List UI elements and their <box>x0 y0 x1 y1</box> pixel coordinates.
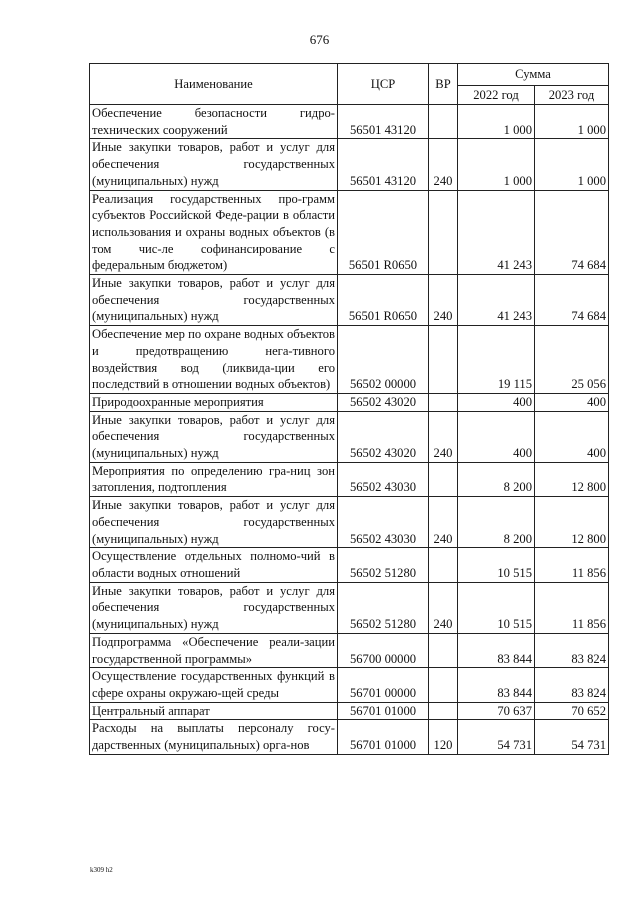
table-row <box>90 548 609 582</box>
row-sum-2022: 70 637 <box>458 702 535 720</box>
row-sum-2022: 41 243 <box>458 190 535 275</box>
budget-table <box>89 63 609 755</box>
row-sum-2022: 1 000 <box>458 105 535 139</box>
row-csr: 56501 R0650 <box>338 190 429 275</box>
row-vr <box>429 633 458 667</box>
footer-code: k309 h2 <box>90 866 113 874</box>
row-name: Реализация государственных про-грамм субъектов Российской Феде-рации в области использования и охраны водных объектов (в том чис-ле софинансирование с федеральным бюджетом) <box>90 190 338 275</box>
row-csr: 56502 43020 <box>338 411 429 462</box>
row-vr: 240 <box>429 582 458 633</box>
row-sum-2023: 54 731 <box>535 720 609 754</box>
row-vr <box>429 190 458 275</box>
row-vr: 240 <box>429 411 458 462</box>
table-row <box>90 720 609 754</box>
row-vr: 240 <box>429 275 458 326</box>
row-name: Природоохранные мероприятия <box>90 393 338 411</box>
row-vr: 240 <box>429 139 458 190</box>
row-sum-2023: 74 684 <box>535 190 609 275</box>
header-name: Наименование <box>90 64 338 105</box>
row-sum-2022: 83 844 <box>458 633 535 667</box>
table-row <box>90 462 609 496</box>
row-csr: 56701 00000 <box>338 668 429 702</box>
row-csr: 56502 43020 <box>338 393 429 411</box>
row-sum-2022: 1 000 <box>458 139 535 190</box>
row-name: Обеспечение мер по охране водных объектов и предотвращению нега-тивного воздействия вод (ликвида-ции его последствий в отношении водных объектов) <box>90 326 338 394</box>
row-csr: 56501 43120 <box>338 139 429 190</box>
header-csr: ЦСР <box>338 64 429 105</box>
page-number: 676 <box>309 32 330 47</box>
row-name: Иные закупки товаров, работ и услуг для обеспечения государственных (муниципальных) нужд <box>90 139 338 190</box>
row-sum-2023: 11 856 <box>535 548 609 582</box>
row-name: Центральный аппарат <box>90 702 338 720</box>
row-csr: 56502 51280 <box>338 548 429 582</box>
row-vr <box>429 393 458 411</box>
row-csr: 56501 43120 <box>338 105 429 139</box>
row-sum-2023: 83 824 <box>535 668 609 702</box>
row-name: Иные закупки товаров, работ и услуг для обеспечения государственных (муниципальных) нужд <box>90 275 338 326</box>
row-sum-2023: 1 000 <box>535 105 609 139</box>
row-sum-2023: 25 056 <box>535 326 609 394</box>
table-row <box>90 582 609 633</box>
row-sum-2023: 1 000 <box>535 139 609 190</box>
row-sum-2022: 83 844 <box>458 668 535 702</box>
row-csr: 56501 R0650 <box>338 275 429 326</box>
row-csr: 56701 01000 <box>338 720 429 754</box>
row-sum-2022: 8 200 <box>458 462 535 496</box>
table-row <box>90 393 609 411</box>
table-row <box>90 105 609 139</box>
header-vr: ВР <box>429 64 458 105</box>
row-sum-2023: 12 800 <box>535 462 609 496</box>
row-name: Обеспечение безопасности гидро-технических сооружений <box>90 105 338 139</box>
row-vr <box>429 462 458 496</box>
table-row <box>90 411 609 462</box>
row-sum-2023: 70 652 <box>535 702 609 720</box>
row-sum-2022: 400 <box>458 411 535 462</box>
row-sum-2023: 83 824 <box>535 633 609 667</box>
row-sum-2023: 400 <box>535 393 609 411</box>
row-vr: 240 <box>429 497 458 548</box>
row-name: Иные закупки товаров, работ и услуг для обеспечения государственных (муниципальных) нужд <box>90 411 338 462</box>
row-csr: 56502 43030 <box>338 462 429 496</box>
row-sum-2022: 10 515 <box>458 548 535 582</box>
row-sum-2022: 10 515 <box>458 582 535 633</box>
row-name: Иные закупки товаров, работ и услуг для обеспечения государственных (муниципальных) нужд <box>90 582 338 633</box>
table-row <box>90 326 609 394</box>
row-name: Расходы на выплаты персоналу госу-дарственных (муниципальных) орга-нов <box>90 720 338 754</box>
row-vr <box>429 326 458 394</box>
row-csr: 56502 00000 <box>338 326 429 394</box>
row-sum-2022: 41 243 <box>458 275 535 326</box>
row-csr: 56502 43030 <box>338 497 429 548</box>
row-sum-2023: 74 684 <box>535 275 609 326</box>
row-name: Мероприятия по определению гра-ниц зон затопления, подтопления <box>90 462 338 496</box>
table-row <box>90 702 609 720</box>
table-row <box>90 633 609 667</box>
row-csr: 56502 51280 <box>338 582 429 633</box>
row-name: Иные закупки товаров, работ и услуг для обеспечения государственных (муниципальных) нужд <box>90 497 338 548</box>
row-name: Осуществление отдельных полномо-чий в области водных отношений <box>90 548 338 582</box>
table-row <box>90 668 609 702</box>
row-vr <box>429 668 458 702</box>
header-year-2023: 2023 год <box>535 86 609 105</box>
row-sum-2023: 11 856 <box>535 582 609 633</box>
row-name: Осуществление государственных функций в сфере охраны окружаю-щей среды <box>90 668 338 702</box>
row-csr: 56700 00000 <box>338 633 429 667</box>
table-row <box>90 139 609 190</box>
row-sum-2022: 19 115 <box>458 326 535 394</box>
row-sum-2023: 12 800 <box>535 497 609 548</box>
row-sum-2022: 54 731 <box>458 720 535 754</box>
header-year-2022: 2022 год <box>458 86 535 105</box>
row-sum-2023: 400 <box>535 411 609 462</box>
row-vr <box>429 105 458 139</box>
header-sum: Сумма <box>458 64 609 86</box>
table-row <box>90 497 609 548</box>
row-sum-2022: 8 200 <box>458 497 535 548</box>
row-vr <box>429 702 458 720</box>
table-row <box>90 190 609 275</box>
row-vr: 120 <box>429 720 458 754</box>
row-sum-2022: 400 <box>458 393 535 411</box>
table-row <box>90 275 609 326</box>
row-csr: 56701 01000 <box>338 702 429 720</box>
row-vr <box>429 548 458 582</box>
row-name: Подпрограмма «Обеспечение реали-зации государственной программы» <box>90 633 338 667</box>
